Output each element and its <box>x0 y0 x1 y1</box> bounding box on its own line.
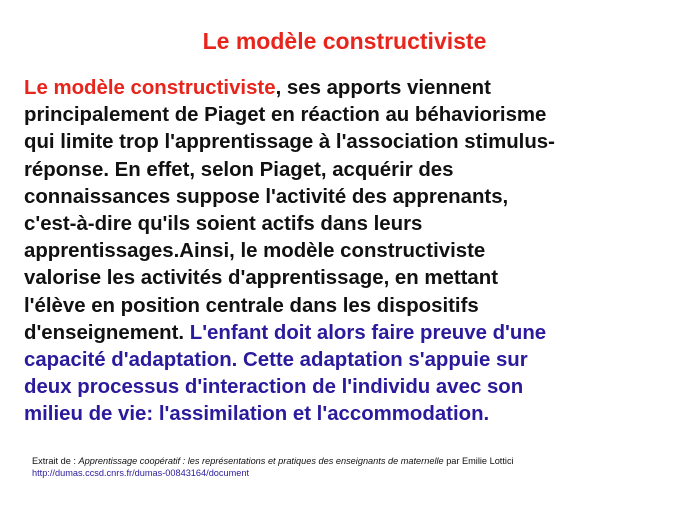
citation-link[interactable]: http://dumas.ccsd.cnrs.fr/dumas-00843164/document <box>32 468 250 478</box>
citation <box>32 455 672 479</box>
body-main-text: , ses apports viennent principalement de Piaget en réaction au béhaviorisme qui limite trop l'apprentissage à l'association stimulus- réponse. En effet, selon Piaget, acquérir des connaissances suppose l'activité des apprenants, c'est-à-dire qu'ils soient actifs dans leurs apprentissages.Ainsi, le modèle constructiviste valorise les activités d'apprentissage, en mettant l'élève en position centrale dans les dispositifs d'enseignement. <box>24 77 555 344</box>
slide-title: Le modèle constructiviste <box>202 28 487 54</box>
body-highlight: Le modèle constructiviste <box>24 77 276 99</box>
citation-author: par Emilie Lottici <box>443 456 514 466</box>
body-emphasis-text: L'enfant doit alors faire preuve d'une capacité d'adaptation. Cette adaptation s'appuie sur deux processus d'interaction de l'individu avec son milieu de vie: l'assimilation et l'accommodation. <box>24 321 547 426</box>
body-paragraph <box>24 75 674 429</box>
citation-work-title: Apprentissage coopératif : les représentations et pratiques des enseignants de maternelle <box>78 456 444 466</box>
citation-prefix: Extrait de : <box>32 456 79 466</box>
